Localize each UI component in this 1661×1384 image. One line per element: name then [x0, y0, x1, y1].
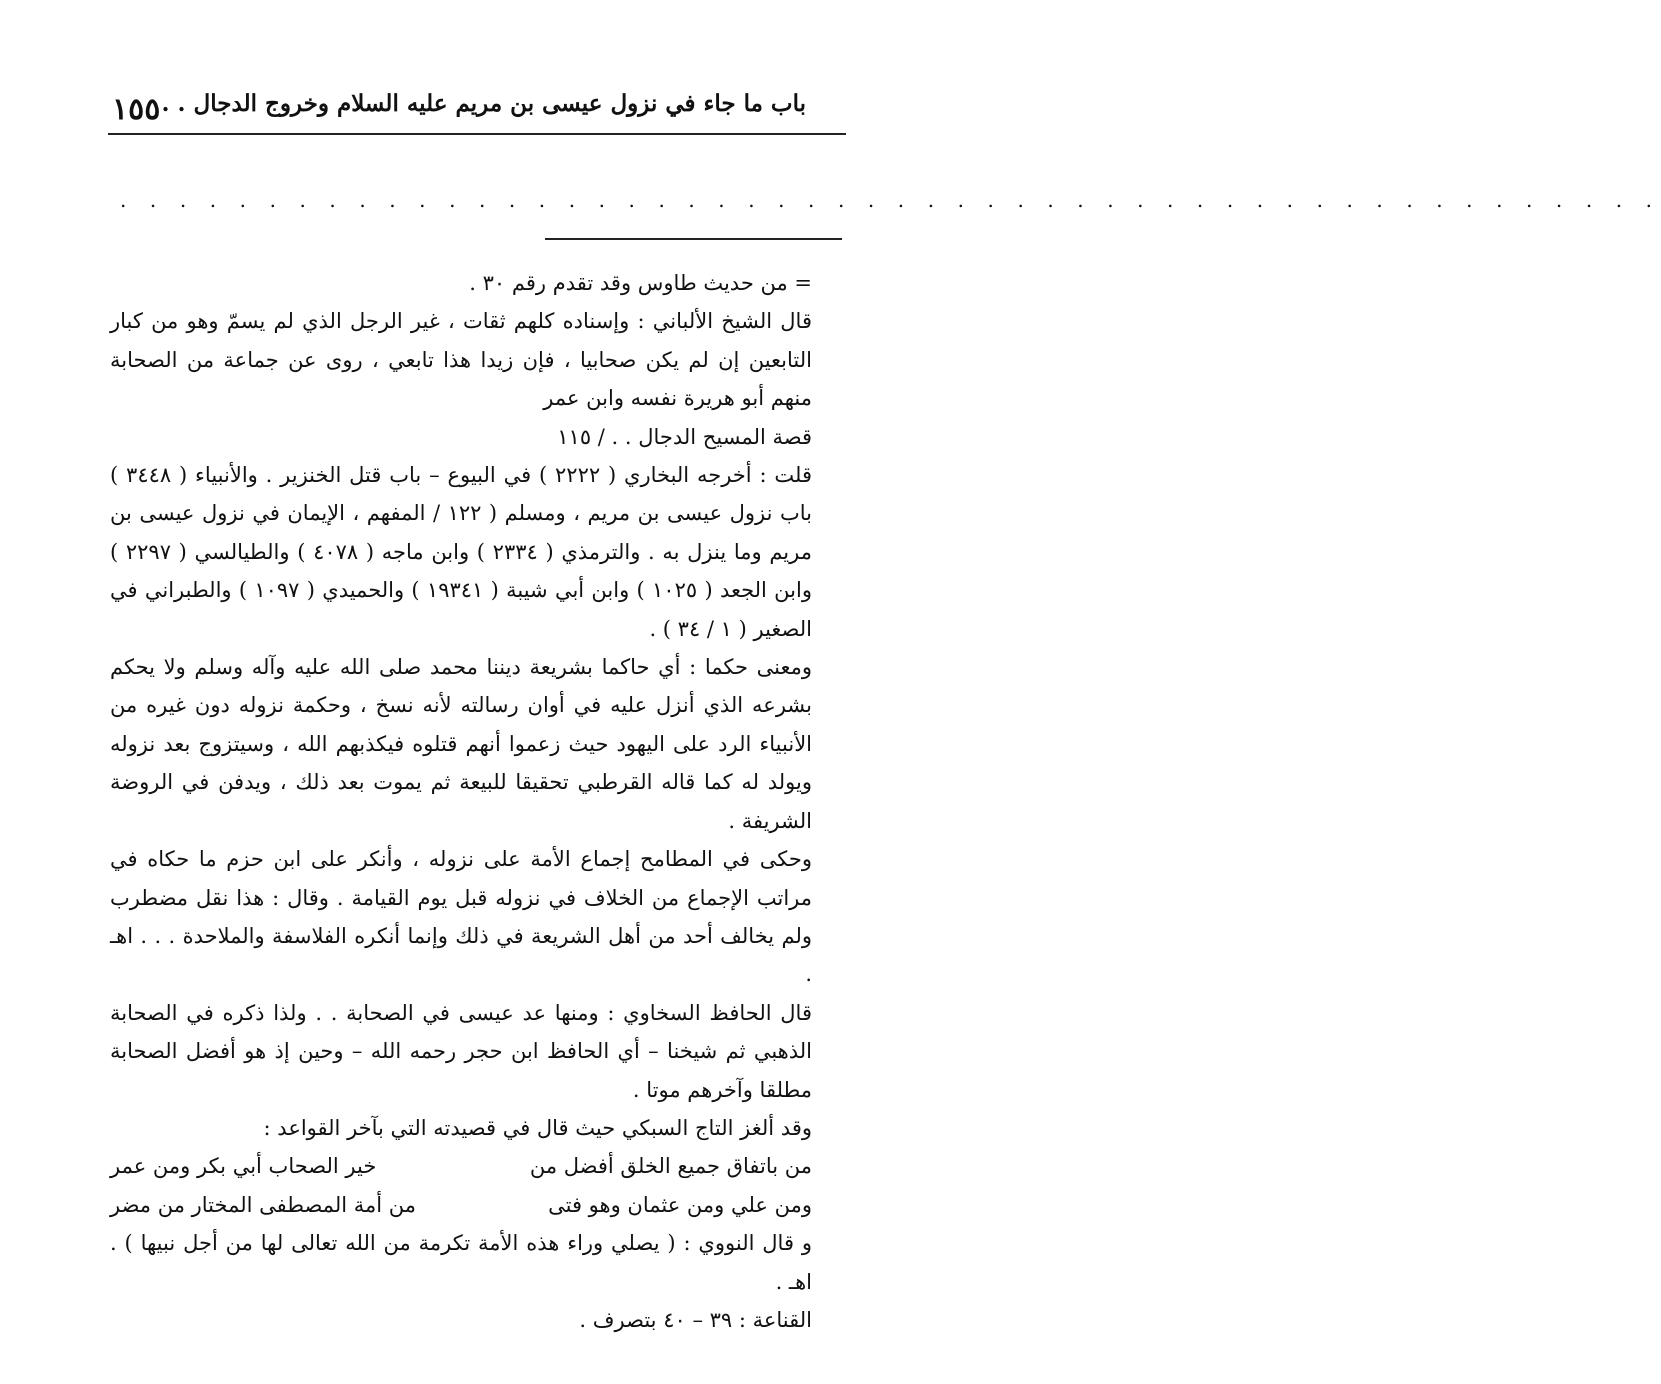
paragraph-source: قصة المسيح الدجال . . / ١١٥ — [557, 424, 812, 449]
poem-second-hemistich: خير الصحاب أبي بكر ومن عمر — [110, 1154, 377, 1179]
poem — [110, 1147, 812, 1224]
page-number: ١٥٥ — [112, 92, 161, 127]
paragraph-albani: قال الشيخ الألباني : وإسناده كلهم ثقات ، غير الرجل الذي لم يسمّ وهو من كبار التابعين إن لم يكن صحابيا ، فإن زيدا هذا تابعي ، روى عن جماعة من الصحابة منهم أبو هريرة نفسه وابن عمر — [110, 309, 812, 411]
paragraph-continuation: = من حديث طاوس وقد تقدم رقم ٣٠ . — [469, 271, 812, 295]
poem-verse — [110, 1186, 812, 1224]
poem-second-hemistich: من أمة المصطفى المختار من مضر — [110, 1192, 416, 1217]
poem-first-hemistich: ومن علي ومن عثمان وهو فتى — [548, 1192, 812, 1217]
poem-verse — [110, 1147, 812, 1185]
paragraph-sakhawi: قال الحافظ السخاوي : ومنها عد عيسى في الصحابة . . ولذا ذكره في الصحابة الذهبي ثم شيخنا – أي الحافظ ابن حجر رحمه الله – وحين إذ هو أفضل الصحابة مطلقا وآخرهم موتا . — [110, 1000, 812, 1102]
paragraph-reference: القناعة : ٣٩ – ٤٠ بتصرف . — [579, 1307, 812, 1332]
poem-first-hemistich: من باتفاق جميع الخلق أفضل من — [529, 1154, 812, 1179]
paragraph-meaning: ومعنى حكما : أي حاكما بشريعة ديننا محمد صلى الله عليه وآله وسلم ولا يحكم بشرعه الذي أنزل عليه في أوان رسالته لأنه نسخ ، وحكمة نزوله دون غيره من الأنبياء الرد على اليهود حيث زعموا أنهم قتلوه فيكذبهم الله ، وسيتزوج بعد نزوله ويولد له كما قاله القرطبي تحقيقا للبيعة ثم يموت بعد ذلك ، ويدفن في الروضة الشريفة . — [110, 655, 812, 833]
running-header-title: باب ما جاء في نزول عيسى بن مريم عليه السلام وخروج الدجال . . — [161, 90, 806, 117]
body-text — [110, 264, 812, 1339]
footnote-rule — [545, 238, 842, 240]
paragraph-takhrij: قلت : أخرجه البخاري ( ٢٢٢٢ ) في البيوع – باب قتل الخنزير . والأنبياء ( ٣٤٤٨ ) باب نزول عيسى بن مريم ، ومسلم ( ١٢٢ / المفهم ، الإيمان في نزول عيسى بن مريم وما ينزل به . والترمذي ( ٢٣٣٤ ) وابن ماجه ( ٤٠٧٨ ) والطيالسي ( ٢٢٩٧ ) وابن الجعد ( ١٠٢٥ ) وابن أبي شيبة ( ١٩٣٤١ ) والحميدي ( ١٠٩٧ ) والطبراني في الصغير ( ١ / ٣٤ ) . — [110, 463, 812, 641]
header-rule — [108, 133, 846, 135]
paragraph-nawawi: و قال النووي : ( يصلي وراء هذه الأمة تكرمة من الله تعالى لها من أجل نبيها ) . اهـ . — [110, 1231, 812, 1294]
paragraph-consensus: وحكى في المطامح إجماع الأمة على نزوله ، وأنكر على ابن حزم ما حكاه في مراتب الإجماع من الخلاف في نزوله قبل يوم القيامة . وقال : هذا نقل مضطرب ولم يخالف أحد من أهل الشريعة في ذلك وإنما أنكره الفلاسفة والملاحدة . . . اهـ . — [110, 847, 812, 987]
paragraph-subki-intro: وقد ألغز التاج السبكي حيث قال في قصيدته التي بآخر القواعد : — [263, 1115, 812, 1140]
separator-dots: . . . . . . . . . . . . . . . . . . . . . . . . . . . . . . . . . . . . . . . . . . . . . . . . . . . . — [120, 188, 1661, 212]
